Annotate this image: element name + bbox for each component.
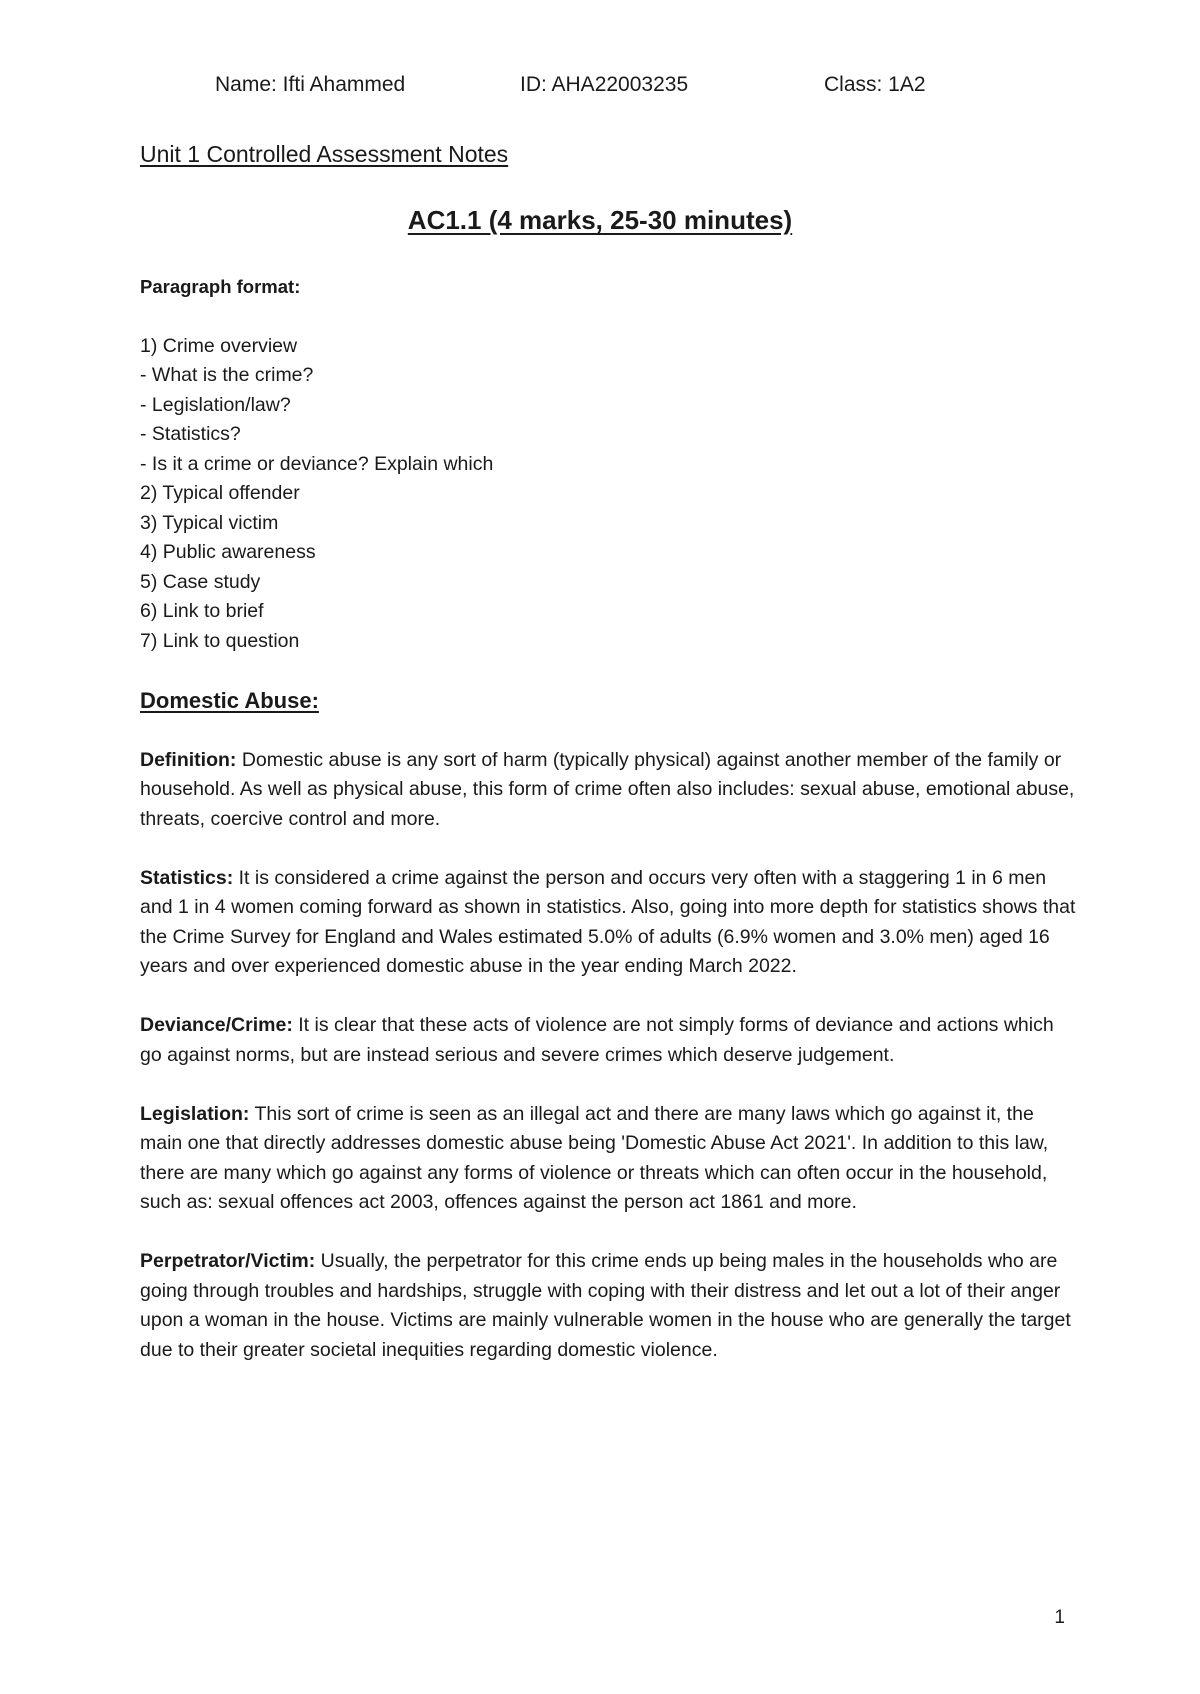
outline-item: 5) Case study bbox=[140, 570, 261, 593]
student-id: ID: AHA22003235 bbox=[520, 73, 689, 96]
statistics-paragraph bbox=[140, 864, 1080, 982]
paragraph-outline bbox=[140, 332, 1080, 657]
outline-item: 7) Link to question bbox=[140, 629, 300, 652]
outline-item: 3) Typical victim bbox=[140, 511, 279, 534]
entry-label: Statistics: bbox=[140, 866, 234, 889]
outline-item: 6) Link to brief bbox=[140, 600, 264, 622]
student-class: Class: 1A2 bbox=[824, 73, 926, 96]
entry-text: It is clear that these acts of violence are not simply forms of deviance and actions which go against norms, but are instead serious and severe crimes which deserve judgement. bbox=[140, 1014, 1054, 1066]
entry-label: Perpetrator/Victim: bbox=[140, 1250, 316, 1272]
notes-content bbox=[140, 272, 1080, 1395]
entry-text: Usually, the perpetrator for this crime ends up being males in the households who are going through troubles and hardships, struggle with coping with their distress and let out a lot of their anger upon a woman in the house. Victims are mainly vulnerable women in the house who are generally the target due to their greater societal inequities regarding domestic violence. bbox=[140, 1250, 1071, 1361]
outline-item: 1) Crime overview bbox=[140, 334, 298, 357]
unit-title: Unit 1 Controlled Assessment Notes bbox=[140, 141, 509, 167]
outline-item: - Statistics? bbox=[140, 423, 241, 445]
entry-text: This sort of crime is seen as an illegal act and there are many laws which go against it, the main one that directly addresses domestic abuse being 'Domestic Abuse Act 2021'. In addition to this law, there are many which go against any forms of violence or threats which can often occur in the household, such as: sexual offences act 2003, offences against the person act 1861 and more. bbox=[140, 1102, 1049, 1213]
page-number: 1 bbox=[1054, 1607, 1065, 1628]
entry-label: Legislation: bbox=[140, 1102, 250, 1125]
outline-item: - What is the crime? bbox=[140, 364, 314, 386]
section-title: Domestic Abuse: bbox=[140, 688, 319, 713]
outline-item: - Legislation/law? bbox=[140, 393, 291, 416]
entry-text: Domestic abuse is any sort of harm (typically physical) against another member of the family or household. As well as physical abuse, this form of crime often also includes: sexual abuse, emotional abuse, threats, coercive control and more. bbox=[140, 748, 1075, 830]
entry-label: Definition: bbox=[140, 748, 237, 771]
entry-text: It is considered a crime against the person and occurs very often with a staggering 1 in 6 men and 1 in 4 women coming forward as shown in statistics. Also, going into more depth for statistics shows that the Crime Survey for England and Wales estimated 5.0% of adults (6.9% women and 3.0% men) aged 16 years and over experienced domestic abuse in the year ending March 2022. bbox=[140, 866, 1076, 977]
definition-paragraph bbox=[140, 746, 1080, 835]
outline-item: 2) Typical offender bbox=[140, 482, 300, 504]
perpetrator-victim-paragraph bbox=[140, 1247, 1080, 1365]
entry-label: Deviance/Crime: bbox=[140, 1014, 293, 1036]
legislation-paragraph bbox=[140, 1100, 1080, 1218]
outline-item: 4) Public awareness bbox=[140, 541, 316, 563]
assessment-criterion-title: AC1.1 (4 marks, 25-30 minutes) bbox=[407, 205, 793, 235]
paragraph-format-label: Paragraph format: bbox=[140, 276, 301, 297]
student-name: Name: Ifti Ahammed bbox=[215, 73, 406, 96]
student-header bbox=[0, 73, 1200, 103]
outline-item: - Is it a crime or deviance? Explain which bbox=[140, 452, 494, 475]
deviance-crime-paragraph bbox=[140, 1011, 1080, 1070]
